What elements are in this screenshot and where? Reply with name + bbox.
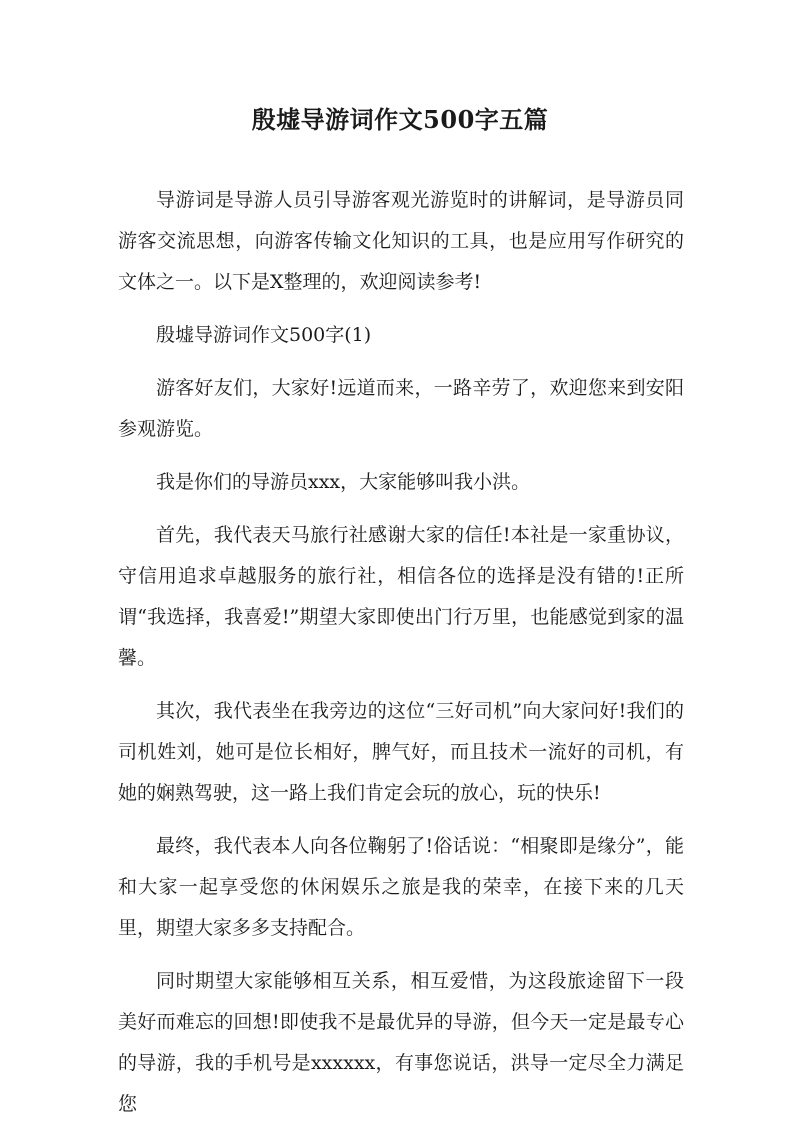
- document-body: [118, 180, 684, 1137]
- body-paragraph: 最终，我代表本人向各位鞠躬了!俗话说：“相聚即是缘分”，能和大家一起享受您的休闲娱乐之旅是我的荣幸，在接下来的几天里，期望大家多多支持配合。: [118, 835, 684, 939]
- body-paragraph: 我是你们的导游员xxx，大家能够叫我小洪。: [156, 471, 531, 493]
- intro-paragraph: 导游词是导游人员引导游客观光游览时的讲解词，是导游员同游客交流思想，向游客传输文化知识的工具，也是应用写作研究的文体之一。以下是X整理的，欢迎阅读参考!: [118, 189, 684, 293]
- body-paragraph: 同时期望大家能够相互关系，相互爱惜，为这段旅途留下一段美好而难忘的回想!即使我不是最优异的导游，但今天一定是最专心的导游，我的手机号是xxxxxx，有事您说话，洪导一定尽全力满足您: [118, 970, 684, 1115]
- document-title: 殷墟导游词作文500字五篇: [251, 105, 549, 134]
- body-paragraph: 游客好友们，大家好!远道而来，一路辛劳了，欢迎您来到安阳参观游览。: [118, 377, 684, 440]
- body-paragraph: 其次，我代表坐在我旁边的这位“三好司机”向大家问好!我们的司机姓刘，她可是位长相好，脾气好，而且技术一流好的司机，有她的娴熟驾驶，这一路上我们肯定会玩的放心，玩的快乐!: [118, 700, 684, 804]
- body-paragraph: 首先，我代表天马旅行社感谢大家的信任!本社是一家重协议，守信用追求卓越服务的旅行社，相信各位的选择是没有错的!正所谓“我选择，我喜爱!”期望大家即使出门行万里，也能感觉到家的温馨。: [118, 524, 684, 669]
- section-heading: 殷墟导游词作文500字(1): [156, 324, 372, 346]
